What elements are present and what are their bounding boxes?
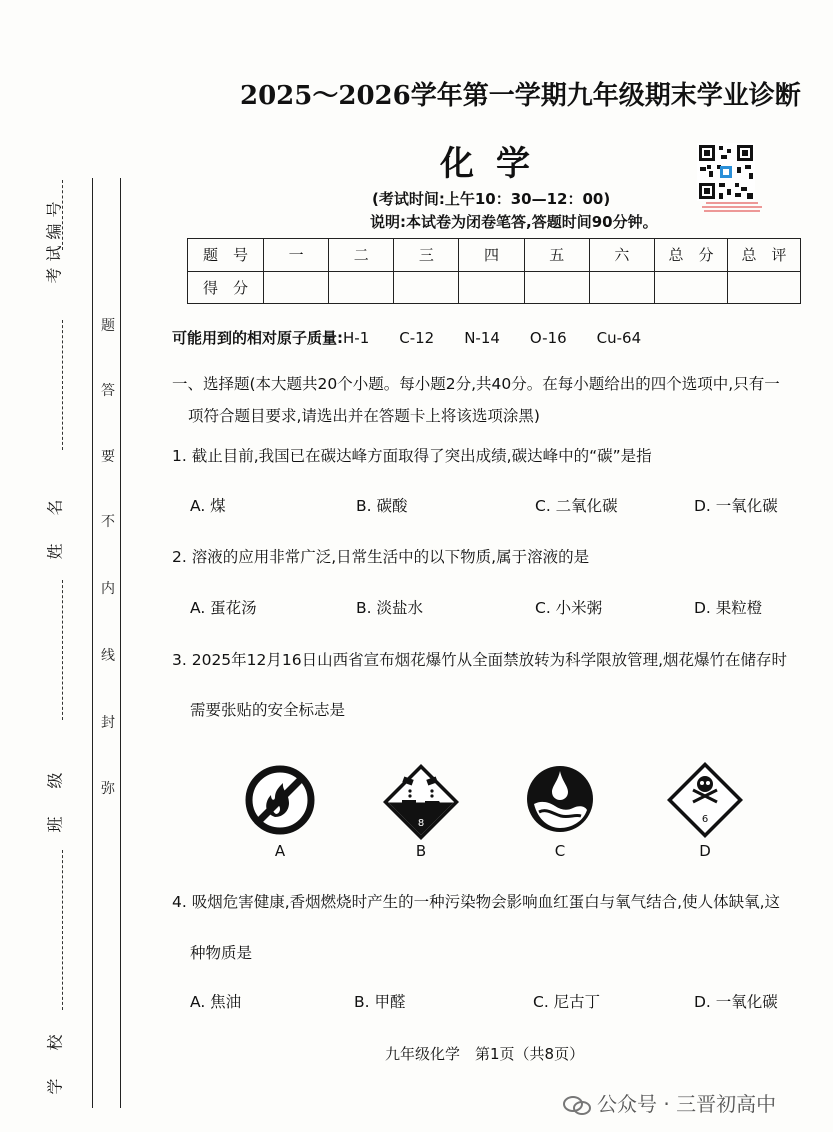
question-4-text: 4. 吸烟危害健康,香烟燃烧时产生的一种污染物会影响血红蛋白与氧气结合,使人体缺氧,这	[172, 893, 780, 911]
qr-caption-icon	[700, 201, 764, 215]
question-1-option-d: D. 一氧化碳	[694, 497, 778, 515]
subject-title: 化学	[440, 144, 552, 184]
warning-char: 答	[101, 383, 115, 399]
question-1-option-c: C. 二氧化碳	[535, 497, 618, 515]
svg-text:6: 6	[701, 814, 709, 825]
water-icon	[525, 764, 595, 834]
exam-note: 说明:本试卷为闭卷笔答,答题时间90分钟。	[370, 213, 658, 231]
table-cell: 六	[589, 239, 654, 272]
table-cell: 一	[264, 239, 329, 272]
table-cell: 三	[394, 239, 459, 272]
warning-char: 题	[101, 318, 115, 334]
question-4-option-c: C. 尼古丁	[533, 993, 601, 1011]
table-cell: 二	[329, 239, 394, 272]
score-input-cell[interactable]	[728, 271, 801, 304]
warning-char: 内	[101, 581, 115, 597]
score-input-cell[interactable]	[394, 271, 459, 304]
page-footer: 九年级化学 第1页（共8页）	[385, 1045, 585, 1063]
atomic-masses	[172, 327, 641, 348]
question-4-option-b: B. 甲醛	[354, 993, 406, 1011]
watermark	[563, 1088, 776, 1117]
binding-solid-line	[92, 178, 93, 1108]
score-input-cell[interactable]	[264, 271, 329, 304]
warning-char: 线	[101, 648, 115, 664]
name-label: 姓名	[45, 471, 65, 560]
warning-char: 封	[101, 715, 115, 731]
warning-char: 要	[101, 449, 115, 465]
question-1-option-b: B. 碳酸	[356, 497, 408, 515]
qr-code-icon	[697, 143, 755, 201]
question-3-text: 3. 2025年12月16日山西省宣布烟花爆竹从全面禁放转为科学限放管理,烟花爆竹在储存时	[172, 651, 788, 669]
atomic-masses-label: 可能用到的相对原子质量:	[172, 329, 343, 347]
binding-outer-line	[120, 178, 121, 1108]
question-4-text-cont: 种物质是	[190, 944, 253, 962]
score-table-header-row	[188, 239, 801, 272]
table-cell: 五	[524, 239, 589, 272]
sign-label-b: B	[415, 842, 427, 860]
sign-label-a: A	[274, 842, 286, 860]
warning-char: 不	[101, 514, 115, 530]
field-underline	[62, 580, 63, 720]
question-2-text: 2. 溶液的应用非常广泛,日常生活中的以下物质,属于溶液的是	[172, 548, 590, 566]
question-1-text: 1. 截止目前,我国已在碳达峰方面取得了突出成绩,碳达峰中的“碳”是指	[172, 447, 652, 465]
score-table	[187, 238, 801, 304]
field-underline	[62, 850, 63, 1010]
exam-number-label: 考试编号	[44, 195, 64, 284]
section-heading	[172, 368, 822, 432]
question-1-option-a: A. 煤	[190, 497, 226, 515]
table-cell: 总 分	[655, 239, 728, 272]
no-fire-icon	[245, 765, 315, 835]
class-label: 班级	[45, 744, 65, 833]
svg-text:8: 8	[417, 818, 425, 829]
section-heading-line: 项符合题目要求,请选出并在答题卡上将该选项涂黑)	[188, 407, 540, 425]
warning-char: 弥	[101, 781, 115, 797]
question-2-option-b: B. 淡盐水	[356, 599, 423, 617]
question-2-option-d: D. 果粒橙	[694, 599, 763, 617]
score-input-cell[interactable]	[589, 271, 654, 304]
question-2-option-c: C. 小米粥	[535, 599, 603, 617]
score-table-score-row	[188, 271, 801, 304]
score-input-cell[interactable]	[655, 271, 728, 304]
school-label: 学校	[45, 1006, 65, 1095]
table-cell: 得 分	[188, 271, 264, 304]
score-input-cell[interactable]	[524, 271, 589, 304]
toxic-icon	[665, 760, 745, 840]
exam-time: (考试时间:上午10：30—12：00)	[372, 190, 611, 208]
question-4-option-d: D. 一氧化碳	[694, 993, 778, 1011]
atomic-masses-values: H-1 C-12 N-14 O-16 Cu-64	[343, 329, 642, 347]
question-2-option-a: A. 蛋花汤	[190, 599, 257, 617]
table-cell: 四	[459, 239, 524, 272]
sign-label-d: D	[699, 842, 711, 860]
question-4-option-a: A. 焦油	[190, 993, 242, 1011]
question-3-text-cont: 需要张贴的安全标志是	[190, 701, 346, 719]
wechat-icon	[563, 1095, 591, 1117]
corrosive-icon	[381, 762, 461, 842]
table-cell: 总 评	[728, 239, 801, 272]
field-underline	[62, 320, 63, 450]
sign-label-c: C	[554, 842, 566, 860]
score-input-cell[interactable]	[329, 271, 394, 304]
watermark-text: 公众号 · 三晋初高中	[597, 1092, 777, 1116]
score-input-cell[interactable]	[459, 271, 524, 304]
section-heading-line: 一、选择题(本大题共20个小题。每小题2分,共40分。在每小题给出的四个选项中,只有一	[172, 375, 780, 393]
table-cell: 题 号	[188, 239, 264, 272]
exam-title: 2025～2026学年第一学期九年级期末学业诊断	[240, 81, 801, 111]
